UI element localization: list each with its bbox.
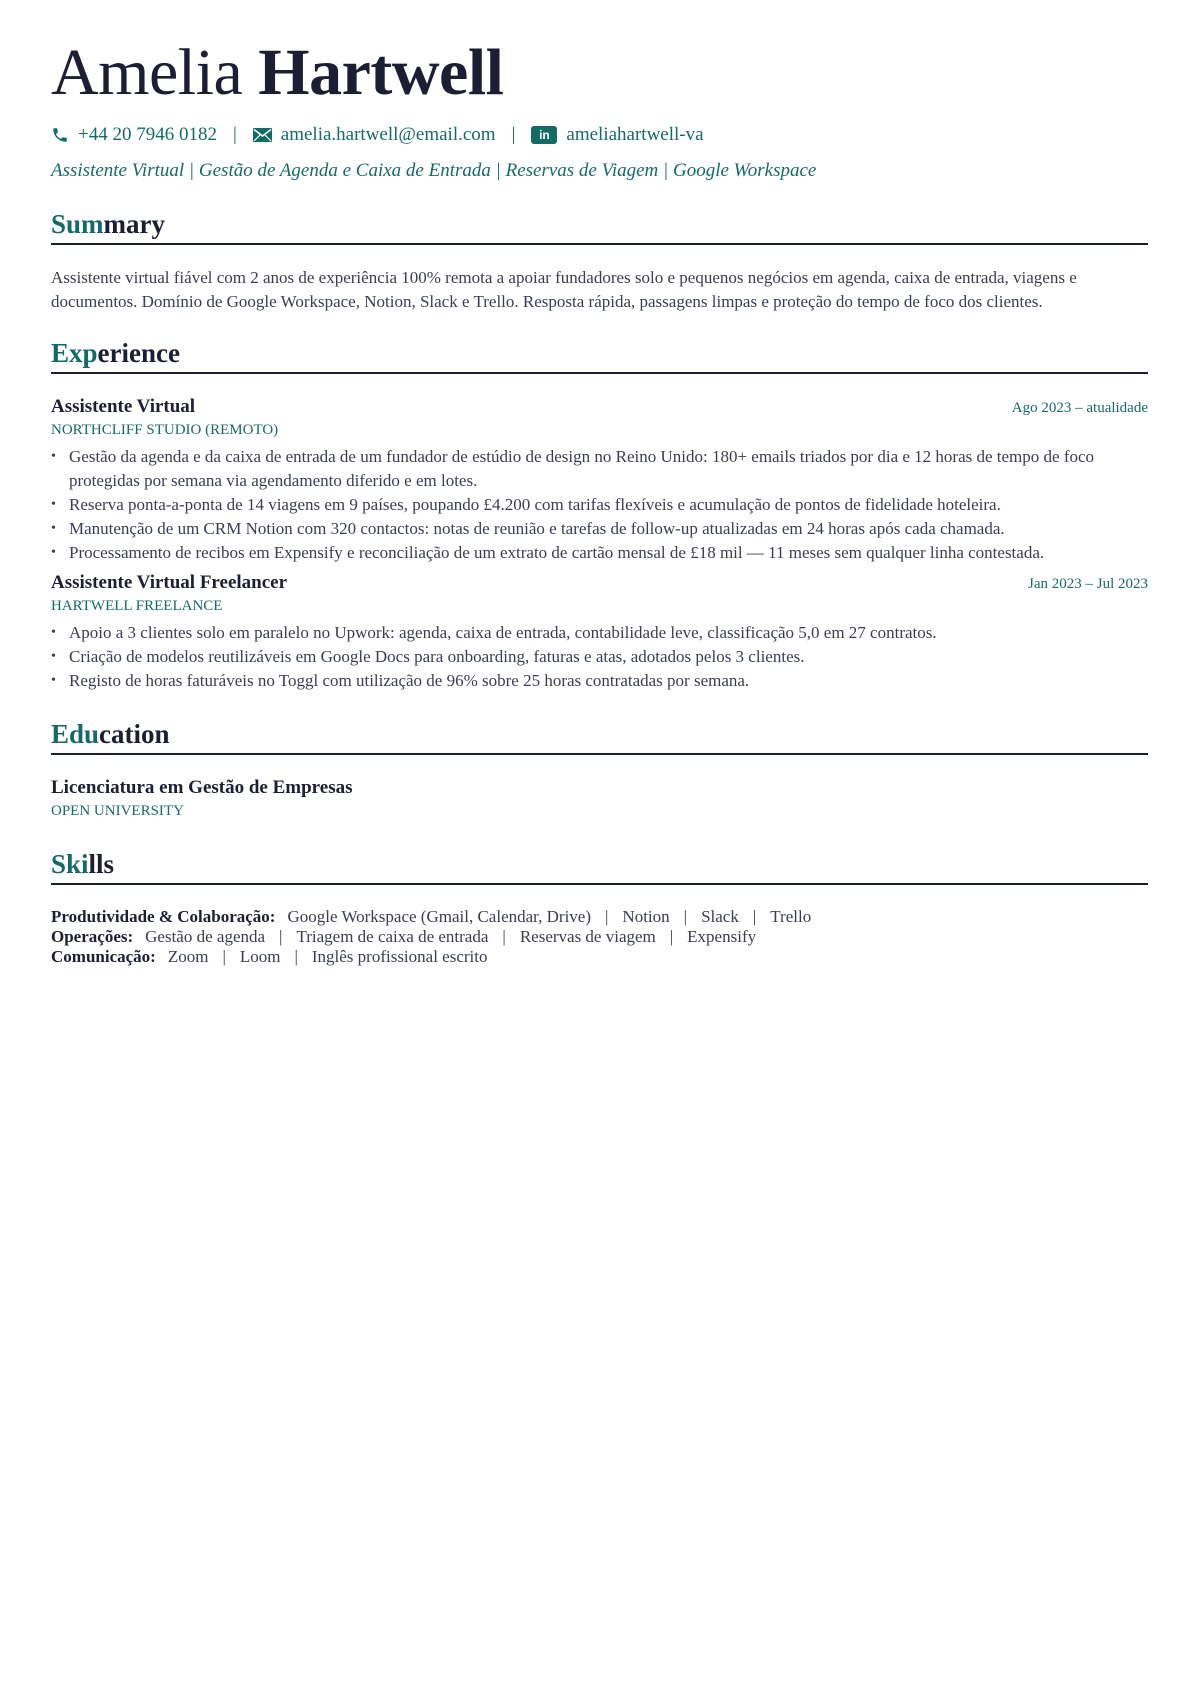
section-title-skills <box>51 847 1148 885</box>
skill-item: Google Workspace (Gmail, Calendar, Drive) <box>287 907 592 926</box>
contact-phone[interactable] <box>51 122 217 148</box>
skill-separator: | <box>669 927 674 946</box>
section-title-rest: lls <box>88 849 115 879</box>
job-dates: Jan 2023 – Jul 2023 <box>1028 576 1148 592</box>
job-company: NORTHCLIFF STUDIO (REMOTO) <box>51 422 279 438</box>
job-role: Assistente Virtual Freelancer <box>51 572 288 593</box>
skill-item: Notion <box>622 907 670 926</box>
section-title-accent: Exp <box>51 338 98 368</box>
job-bullets <box>51 621 1148 693</box>
skill-item: Trello <box>770 907 812 926</box>
section-title-accent: Edu <box>51 719 100 749</box>
skill-separator: | <box>605 907 609 926</box>
first-name: Amelia <box>51 36 243 109</box>
linkedin-text: ameliahartwell-va <box>566 124 704 145</box>
bullet-item: • Registo de horas faturáveis no Toggl com utilização de 96% sobre 25 horas contratadas por semana. <box>69 669 1148 693</box>
job-bullets <box>51 445 1148 565</box>
skill-separator: | <box>502 927 506 946</box>
section-title-education <box>51 717 1148 755</box>
contact-separator: | <box>232 124 237 145</box>
bullet-item: • Apoio a 3 clientes solo em paralelo no Upwork: agenda, caixa de entrada, contabilidade leve, classificação 5,0 em 27 contratos. <box>69 621 1148 645</box>
section-title-rest: cation <box>99 719 170 749</box>
contact-line <box>51 122 1148 148</box>
skill-row <box>51 947 1148 967</box>
education-entry <box>51 776 1148 822</box>
phone-text: +44 20 7946 0182 <box>78 124 217 145</box>
bullet-item: • Manutenção de um CRM Notion com 320 contactos: notas de reunião e tarefas de follow-up atualizadas em 24 horas após cada chamada. <box>69 517 1148 541</box>
section-title-rest: mary <box>103 209 166 239</box>
skill-item: Loom <box>239 947 281 966</box>
skill-item: Gestão de agenda <box>145 927 266 946</box>
contact-linkedin[interactable] <box>531 122 703 148</box>
bullet-item: • Criação de modelos reutilizáveis em Google Docs para onboarding, faturas e atas, adotados pelos 3 clientes. <box>69 645 1148 669</box>
skill-separator: | <box>294 947 298 966</box>
phone-icon <box>51 126 69 144</box>
envelope-icon <box>253 128 272 142</box>
email-text: amelia.hartwell@email.com <box>280 124 496 145</box>
skill-separator: | <box>222 947 226 966</box>
skill-item: Slack <box>701 907 739 926</box>
skill-category: Comunicação: <box>51 947 156 966</box>
education-degree: Licenciatura em Gestão de Empresas <box>51 777 353 798</box>
job-header <box>51 571 1148 595</box>
skill-row <box>51 907 1148 927</box>
resume-page <box>51 30 1148 967</box>
skill-category: Produtividade & Colaboração: <box>51 907 276 926</box>
skill-separator: | <box>279 927 283 946</box>
bullet-item: • Gestão da agenda e da caixa de entrada de um fundador de estúdio de design no Reino Unido: 180+ emails triados por dia e 12 horas de tempo de foco protegidas por semana via agendamento diferido e em lotes. <box>69 445 1148 493</box>
job-dates: Ago 2023 – atualidade <box>1011 400 1148 416</box>
section-title-summary <box>51 207 1148 245</box>
linkedin-icon: in <box>531 126 557 144</box>
job-role: Assistente Virtual <box>51 396 196 417</box>
skill-separator: | <box>752 907 757 926</box>
candidate-name <box>51 30 1148 116</box>
job-header <box>51 395 1148 419</box>
summary-text: Assistente virtual fiável com 2 anos de experiência 100% remota a apoiar fundadores solo e pequenos negócios em agenda, caixa de entrada, viagens e documentos. Domínio de Google Workspace, Notion, Slack e Trello. Resposta rápida, passagens limpas e proteção do tempo de foco dos clientes. <box>51 268 1077 311</box>
contact-separator: | <box>511 124 516 145</box>
job-company: HARTWELL FREELANCE <box>51 598 223 614</box>
section-title-experience <box>51 336 1148 374</box>
section-title-rest: erience <box>97 338 180 368</box>
skill-item: Inglês profissional escrito <box>311 947 488 966</box>
section-title-accent: Ski <box>51 849 89 879</box>
skill-row <box>51 927 1148 947</box>
skill-category: Operações: <box>51 927 134 946</box>
contact-email[interactable] <box>253 122 496 148</box>
skill-item: Triagem de caixa de entrada <box>296 927 489 946</box>
headline-tagline: Assistente Virtual | Gestão de Agenda e Caixa de Entrada | Reservas de Viagem | Google Workspace <box>51 160 817 181</box>
skill-item: Zoom <box>167 947 209 966</box>
education-school: OPEN UNIVERSITY <box>51 803 184 819</box>
skill-separator: | <box>683 907 688 926</box>
skill-item: Expensify <box>687 927 757 946</box>
job-entry <box>51 571 1148 693</box>
skill-item: Reservas de viagem <box>519 927 656 946</box>
last-name: Hartwell <box>258 36 504 109</box>
bullet-item: • Reserva ponta-a-ponta de 14 viagens em 9 países, poupando £4.200 com tarifas flexíveis e acumulação de pontos de fidelidade hoteleira. <box>69 493 1148 517</box>
bullet-item: • Processamento de recibos em Expensify e reconciliação de um extrato de cartão mensal de £18 mil — 11 meses sem qualquer linha contestada. <box>69 541 1148 565</box>
section-title-accent: Sum <box>51 209 104 239</box>
skills-list <box>51 907 1148 967</box>
job-entry <box>51 395 1148 565</box>
